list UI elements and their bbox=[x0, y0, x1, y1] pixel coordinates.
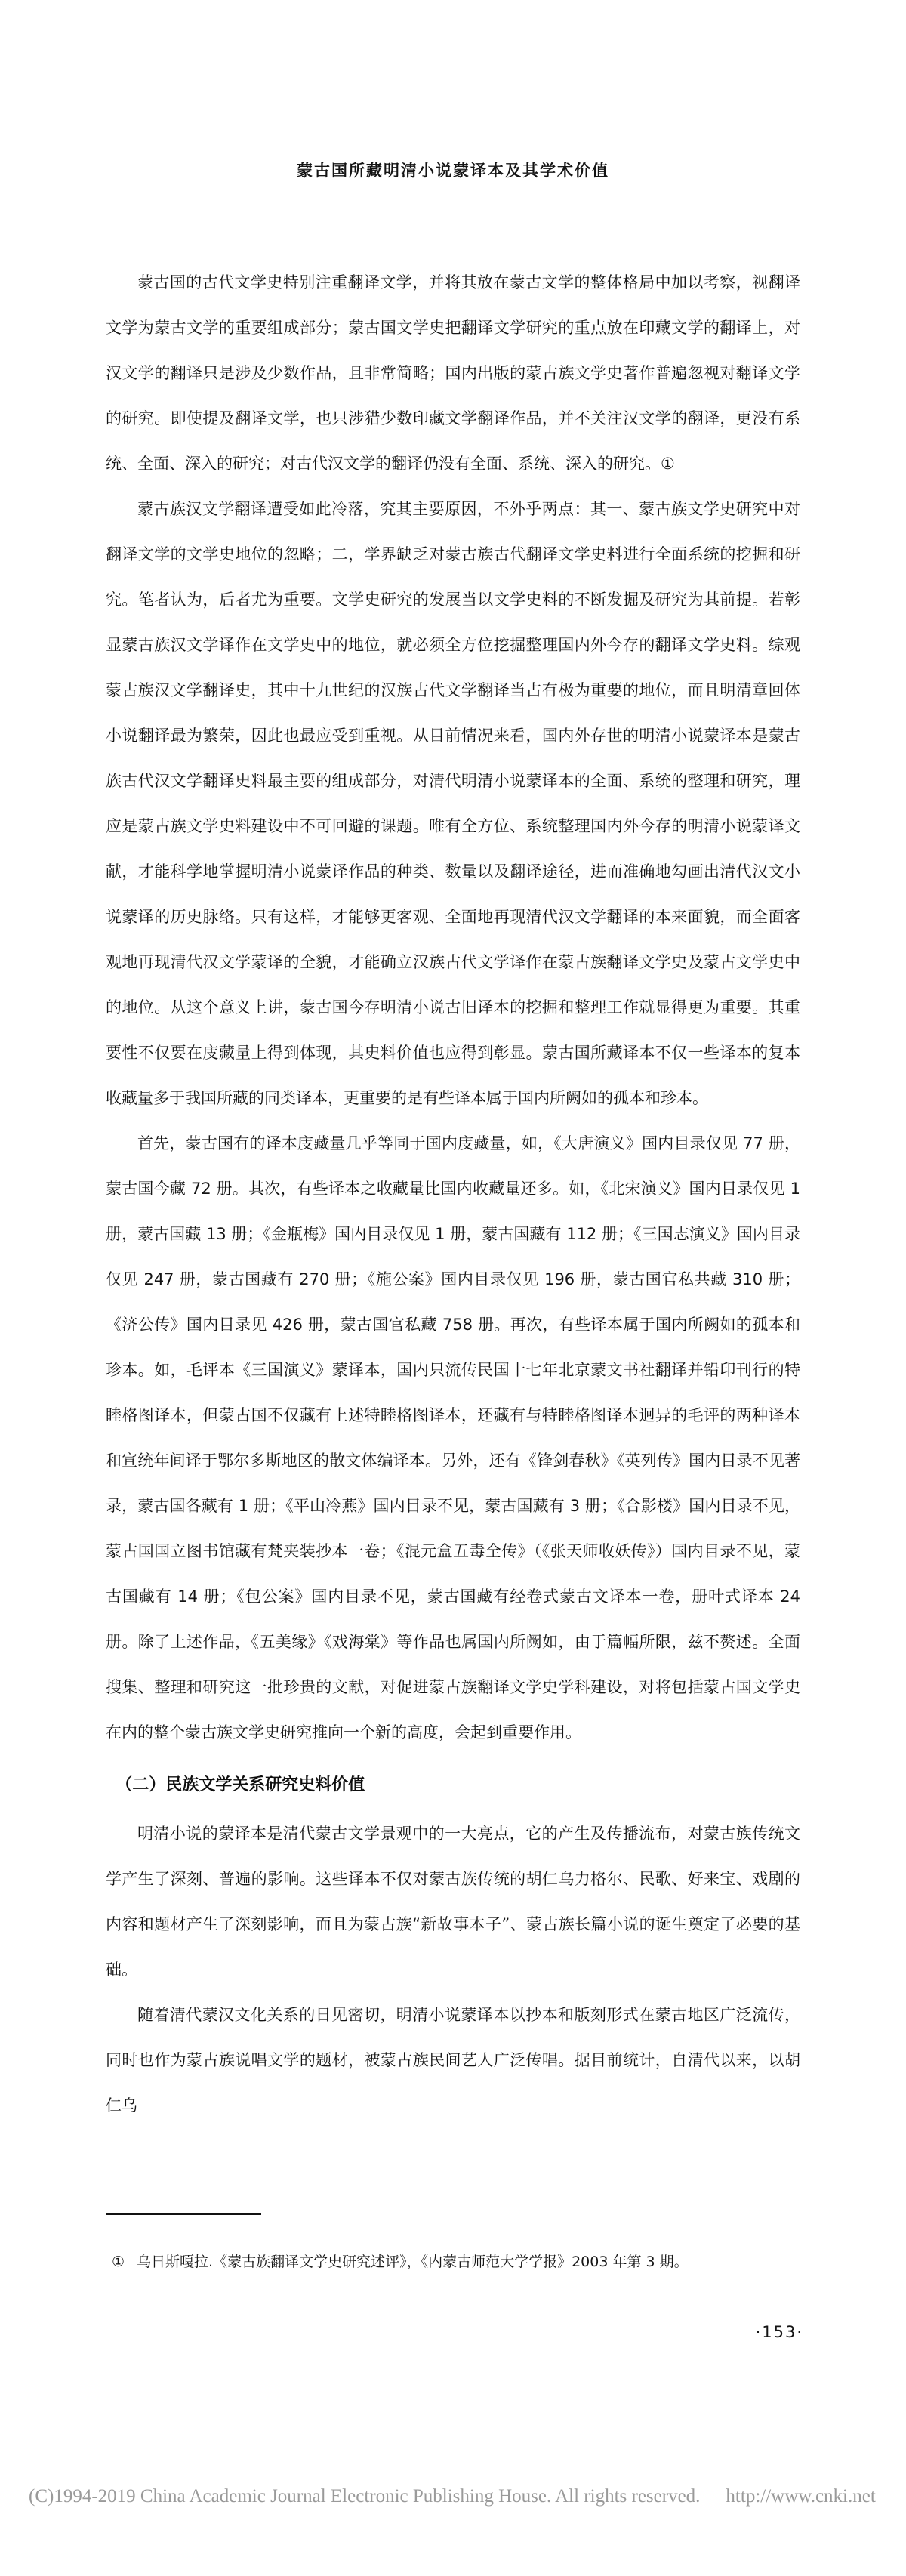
footnote-text: 乌日斯嘎拉.《蒙古族翻译文学史研究述评》，《内蒙古师范大学学报》2003 年第 3 期。 bbox=[137, 2254, 689, 2270]
body-paragraph-4: 明清小说的蒙译本是清代蒙古文学景观中的一大亮点，它的产生及传播流布，对蒙古族传统文学产生了深刻、普遍的影响。这些译本不仅对蒙古族传统的胡仁乌力格尔、民歌、好来宝、戏剧的内容和题材产生了深刻影响，而且为蒙古族“新故事本子”、蒙古族长篇小说的诞生奠定了必要的基础。 bbox=[106, 1825, 800, 1979]
running-head-title: 蒙古国所藏明清小说蒙译本及其学术价值 bbox=[297, 162, 609, 180]
footnote-marker: ① bbox=[112, 2254, 125, 2270]
body-paragraph-2: 蒙古族汉文学翻译遭受如此冷落，究其主要原因，不外乎两点：其一、蒙古族文学史研究中对翻译文学的文学史地位的忽略；二，学界缺乏对蒙古族古代翻译文学史料进行全面系统的挖掘和研究。笔者认为，后者尤为重要。文学史研究的发展当以文学史料的不断发掘及研究为其前提。若彰显蒙古族汉文学译作在文学史中的地位，就必须全方位挖掘整理国内外今存的翻译文学史料。综观蒙古族汉文学翻译史，其中十九世纪的汉族古代文学翻译当占有极为重要的地位，而且明清章回体小说翻译最为繁荣，因此也最应受到重视。从目前情况来看，国内外存世的明清小说蒙译本是蒙古族古代汉文学翻译史料最主要的组成部分，对清代明清小说蒙译本的全面、系统的整理和研究，理应是蒙古族文学史料建设中不可回避的课题。唯有全方位、系统整理国内外今存的明清小说蒙译文献，才能科学地掌握明清小说蒙译作品的种类、数量以及翻译途径，进而准确地勾画出清代汉文小说蒙译的历史脉络。只有这样，才能够更客观、全面地再现清代汉文学翻译的本来面貌，而全面客观地再现清代汉文学蒙译的全貌，才能确立汉族古代文学译作在蒙古族翻译文学史及蒙古文学史中的地位。从这个意义上讲，蒙古国今存明清小说古旧译本的挖掘和整理工作就显得更为重要。其重要性不仅要在庋藏量上得到体现，其史料价值也应得到彰显。蒙古国所藏译本不仅一些译本的复本收藏量多于我国所藏的同类译本，更重要的是有些译本属于国内所阙如的孤本和珍本。 bbox=[106, 500, 800, 1107]
article-body bbox=[106, 260, 800, 2128]
copyright-text: (C)1994-2019 China Academic Journal Electronic Publishing House. All rights reserved. bbox=[29, 2486, 701, 2507]
footnote-divider bbox=[106, 2213, 261, 2215]
body-paragraph-3: 首先，蒙古国有的译本庋藏量几乎等同于国内庋藏量，如，《大唐演义》国内目录仅见 77 册，蒙古国今藏 72 册。其次，有些译本之收藏量比国内收藏量还多。如，《北宋演义》国内目录仅见 1 册，蒙古国藏 13 册；《金瓶梅》国内目录仅见 1 册，蒙古国藏有 112 册；《三国志演义》国内目录仅见 247 册，蒙古国藏有 270 册；《施公案》国内目录仅见 196 册，蒙古国官私共藏 310 册；《济公传》国内目录见 426 册，蒙古国官私藏 758 册。再次，有些译本属于国内所阙如的孤本和珍本。如，毛评本《三国演义》蒙译本，国内只流传民国十七年北京蒙文书社翻译并铅印刊行的特睦格图译本，但蒙古国不仅藏有上述特睦格图译本，还藏有与特睦格图译本迥异的毛评的两种译本和宣统年间译于鄂尔多斯地区的散文体编译本。另外，还有《锋剑春秋》《英列传》国内目录不见著录，蒙古国各藏有 1 册；《平山冷燕》国内目录不见，蒙古国藏有 3 册；《合影楼》国内目录不见，蒙古国国立图书馆藏有梵夹装抄本一卷；《混元盒五毒全传》（《张天师收妖传》）国内目录不见，蒙古国藏有 14 册；《包公案》国内目录不见，蒙古国藏有经卷式蒙古文译本一卷，册叶式译本 24 册。除了上述作品，《五美缘》《戏海棠》等作品也属国内所阙如，由于篇幅所限，兹不赘述。全面搜集、整理和研究这一批珍贵的文献，对促进蒙古族翻译文学史学科建设，对将包括蒙古国文学史在内的整个蒙古族文学史研究推向一个新的高度，会起到重要作用。 bbox=[106, 1134, 800, 1741]
footnote bbox=[112, 2251, 761, 2273]
body-paragraph-1: 蒙古国的古代文学史特别注重翻译文学，并将其放在蒙古文学的整体格局中加以考察，视翻译文学为蒙古文学的重要组成部分；蒙古国文学史把翻译文学研究的重点放在印藏文学的翻译上，对汉文学的翻译只是涉及少数作品，且非常简略；国内出版的蒙古族文学史著作普遍忽视对翻译文学的研究。即使提及翻译文学，也只涉猎少数印藏文学翻译作品，并不关注汉文学的翻译，更没有系统、全面、深入的研究；对古代汉文学的翻译仍没有全面、系统、深入的研究。① bbox=[106, 273, 800, 473]
copyright-bar bbox=[29, 2486, 882, 2507]
cnki-url-text: http://www.cnki.net bbox=[726, 2486, 876, 2507]
body-paragraph-5: 随着清代蒙汉文化关系的日见密切，明清小说蒙译本以抄本和版刻形式在蒙古地区广泛流传，同时也作为蒙古族说唱文学的题材，被蒙古族民间艺人广泛传唱。据目前统计，自清代以来，以胡仁乌 bbox=[106, 2006, 800, 2115]
section-heading: （二）民族文学关系研究史料价值 bbox=[116, 1775, 365, 1794]
page-number: ·153· bbox=[755, 2323, 803, 2341]
